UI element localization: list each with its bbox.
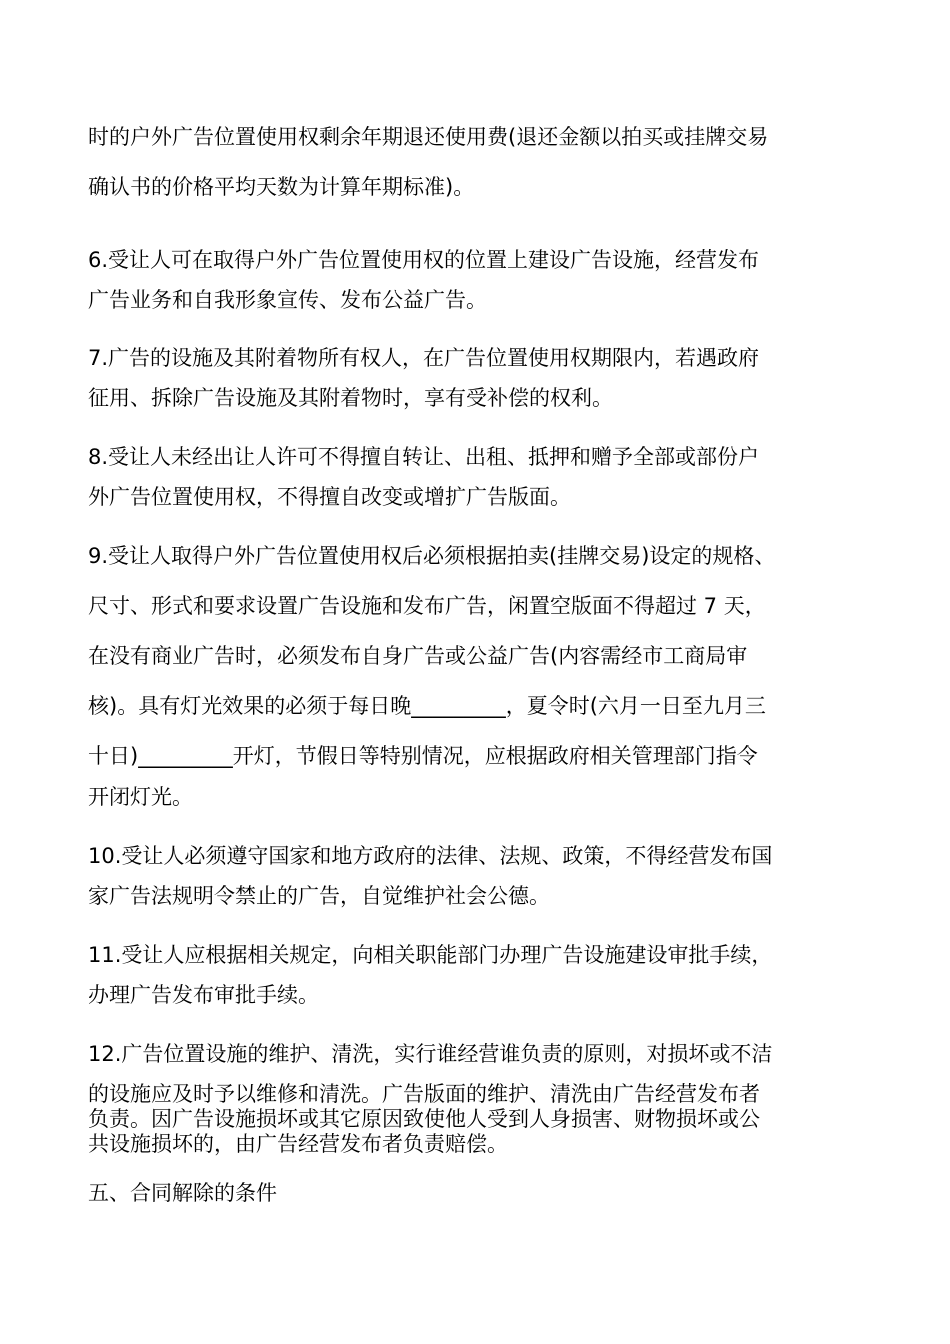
text-line: 确认书的价格平均天数为计算年期标准)。	[88, 175, 475, 199]
text-line: 十日)_________开灯，节假日等特别情况，应根据政府相关管理部门指令	[88, 744, 758, 768]
text-line: 办理广告发布审批手续。	[88, 983, 319, 1007]
text-line: 外广告位置使用权，不得擅自改变或增扩广告版面。	[88, 485, 571, 509]
text-line: 9.受让人取得户外广告位置使用权后必须根据拍卖(挂牌交易)设定的规格、	[88, 544, 776, 568]
text-line: 负责。因广告设施损坏或其它原因致使他人受到人身损害、财物损坏或公	[88, 1107, 760, 1131]
text-line: 的设施应及时予以维修和清洗。广告版面的维护、清洗由广告经营发布者	[88, 1082, 760, 1106]
text-line: 12.广告位置设施的维护、清洗，实行谁经营谁负责的原则，对损坏或不洁	[88, 1042, 773, 1066]
text-line: 家广告法规明令禁止的广告，自觉维护社会公德。	[88, 884, 550, 908]
text-line: 开闭灯光。	[88, 785, 193, 809]
section-heading: 五、合同解除的条件	[88, 1181, 277, 1205]
text-line: 尺寸、形式和要求设置广告设施和发布广告，闲置空版面不得超过 7 天，	[88, 594, 766, 618]
text-line: 6.受让人可在取得户外广告位置使用权的位置上建设广告设施，经营发布	[88, 248, 760, 272]
text-line: 在没有商业广告时，必须发布自身广告或公益广告(内容需经市工商局审	[88, 644, 748, 668]
text-line: 征用、拆除广告设施及其附着物时，享有受补偿的权利。	[88, 386, 613, 410]
text-line: 广告业务和自我形象宣传、发布公益广告。	[88, 288, 487, 312]
text-line: 时的户外广告位置使用权剩余年期退还使用费(退还金额以拍买或挂牌交易	[88, 125, 769, 149]
text-line: 11.受让人应根据相关规定，向相关职能部门办理广告设施建设审批手续，	[88, 943, 773, 967]
text-line: 核)。具有灯光效果的必须于每日晚_________，夏令时(六月一日至九月三	[88, 694, 766, 718]
text-line: 8.受让人未经出让人许可不得擅自转让、出租、抵押和赠予全部或部份户	[88, 445, 760, 469]
text-line: 共设施损坏的，由广告经营发布者负责赔偿。	[88, 1132, 508, 1156]
text-line: 10.受让人必须遵守国家和地方政府的法律、法规、政策，不得经营发布国	[88, 844, 773, 868]
text-line: 7.广告的设施及其附着物所有权人，在广告位置使用权期限内，若遇政府	[88, 346, 760, 370]
